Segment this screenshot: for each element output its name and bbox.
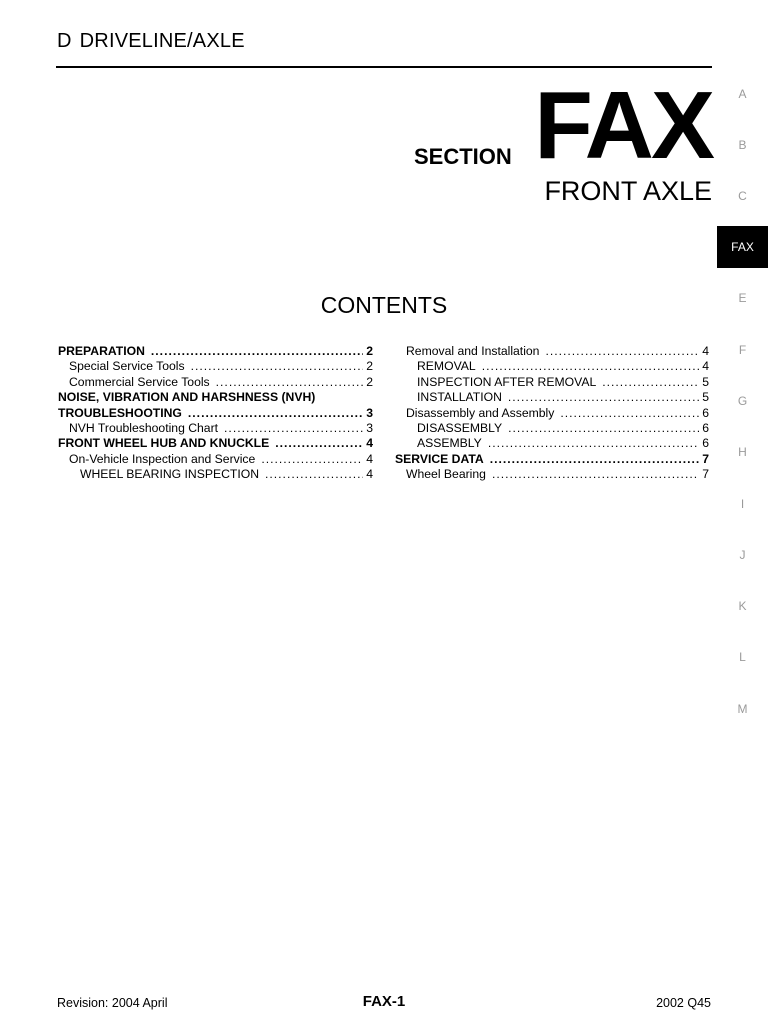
toc-entry-page: 3 <box>366 420 373 435</box>
section-tab-i[interactable]: I <box>740 497 745 511</box>
toc-entry-title: NOISE, VIBRATION AND HARSHNESS (NVH) <box>58 390 316 405</box>
toc-dot-leader <box>482 359 700 374</box>
toc-entry[interactable] <box>58 436 373 451</box>
toc-dot-leader <box>490 452 700 467</box>
toc-entry-page: 4 <box>366 467 373 482</box>
toc-dot-leader <box>188 406 363 421</box>
toc-entry-title: Wheel Bearing <box>406 467 486 482</box>
toc-dot-leader <box>275 436 363 451</box>
section-tab-b[interactable]: B <box>738 138 747 152</box>
section-tab-k[interactable]: K <box>738 599 747 613</box>
toc-entry[interactable] <box>395 421 709 436</box>
toc-entry[interactable] <box>395 452 709 467</box>
footer-model: 2002 Q45 <box>656 996 711 1010</box>
toc-dot-leader <box>492 467 699 482</box>
toc-dot-leader <box>602 375 699 390</box>
footer-revision: Revision: 2004 April <box>57 996 168 1010</box>
toc-left-column <box>58 344 373 483</box>
toc-entry-page: 6 <box>702 405 709 420</box>
toc-dot-leader <box>265 467 363 482</box>
toc-dot-leader <box>508 390 699 405</box>
toc-entry-page: 4 <box>702 359 709 374</box>
toc-entry-title: INSPECTION AFTER REMOVAL <box>417 374 597 389</box>
group-title <box>57 30 245 53</box>
section-tab-g[interactable]: G <box>737 394 748 408</box>
section-tab-e[interactable]: E <box>738 291 747 305</box>
toc-entry-title: Removal and Installation <box>406 344 540 358</box>
toc-entry-title: FRONT WHEEL HUB AND KNUCKLE <box>58 436 270 451</box>
section-tab-j[interactable]: J <box>739 548 746 562</box>
toc-entry-page: 4 <box>366 451 373 466</box>
toc-dot-leader <box>508 421 699 436</box>
section-code: FAX <box>534 72 712 179</box>
toc-entry-page: 2 <box>366 359 373 374</box>
toc-entry-page: 4 <box>702 344 709 358</box>
toc-right-column <box>395 344 709 483</box>
toc-entry-page: 6 <box>702 436 709 451</box>
toc-entry[interactable] <box>395 406 709 421</box>
toc-entry[interactable] <box>58 467 373 482</box>
toc-entry-page: 7 <box>702 451 709 466</box>
toc-entry-title: On-Vehicle Inspection and Service <box>69 451 256 466</box>
toc-dot-leader <box>216 375 364 390</box>
toc-entry[interactable] <box>58 406 373 421</box>
toc-entry[interactable] <box>58 375 373 390</box>
toc-entry[interactable] <box>58 359 373 374</box>
group-code: D <box>57 30 72 52</box>
section-tab-h[interactable]: H <box>738 445 747 459</box>
toc-entry[interactable] <box>58 421 373 436</box>
toc-entry[interactable] <box>395 344 709 359</box>
toc-entry-page: 6 <box>702 420 709 435</box>
toc-entry-title: TROUBLESHOOTING <box>58 405 182 420</box>
toc-dot-leader <box>545 344 699 359</box>
toc-entry-title: REMOVAL <box>417 359 476 374</box>
header-divider <box>56 66 712 68</box>
section-tab-f[interactable]: F <box>738 343 747 357</box>
section-tab-c[interactable]: C <box>738 189 747 203</box>
toc-entry-page: 2 <box>366 374 373 389</box>
section-tab-fax[interactable]: FAX <box>717 226 768 268</box>
toc-dot-leader <box>224 421 363 436</box>
section-tab-l[interactable]: L <box>739 650 746 664</box>
toc-entry-title: Disassembly and Assembly <box>406 405 555 420</box>
toc-entry-title: SERVICE DATA <box>395 451 484 466</box>
toc-entry[interactable] <box>58 344 373 359</box>
toc-entry[interactable] <box>395 359 709 374</box>
section-tab-a[interactable]: A <box>738 87 747 101</box>
toc-entry-title: WHEEL BEARING INSPECTION <box>80 467 260 482</box>
toc-entry-title: INSTALLATION <box>417 390 502 405</box>
toc-entry-title: Special Service Tools <box>69 359 185 374</box>
section-label: SECTION <box>414 144 512 169</box>
section-name: FRONT AXLE <box>544 176 712 206</box>
toc-entry[interactable] <box>395 375 709 390</box>
toc-entry[interactable] <box>58 390 373 405</box>
toc-entry-page: 3 <box>366 405 373 420</box>
toc-entry-title: Commercial Service Tools <box>69 374 210 389</box>
toc-dot-leader <box>488 436 699 451</box>
toc-dot-leader <box>261 452 363 467</box>
toc-entry[interactable] <box>395 436 709 451</box>
toc-entry-title: PREPARATION <box>58 344 145 358</box>
toc-entry-title: NVH Troubleshooting Chart <box>69 420 219 435</box>
toc-entry-page: 4 <box>366 436 373 451</box>
footer-page-id: FAX-1 <box>362 993 406 1010</box>
toc-dot-leader <box>560 406 699 421</box>
contents-title: CONTENTS <box>320 292 448 318</box>
toc-entry-title: ASSEMBLY <box>417 436 482 451</box>
section-tab-m[interactable]: M <box>737 702 748 716</box>
toc-entry[interactable] <box>395 390 709 405</box>
toc-dot-leader <box>191 359 364 374</box>
toc-entry-page: 2 <box>366 344 373 358</box>
toc-dot-leader <box>151 344 363 359</box>
toc-entry[interactable] <box>58 452 373 467</box>
toc-entry-page: 7 <box>702 467 709 482</box>
toc-entry-title: DISASSEMBLY <box>417 420 503 435</box>
toc-entry-page: 5 <box>702 374 709 389</box>
group-name: DRIVELINE/AXLE <box>79 30 245 52</box>
toc-entry[interactable] <box>395 467 709 482</box>
toc-entry-page: 5 <box>702 390 709 405</box>
